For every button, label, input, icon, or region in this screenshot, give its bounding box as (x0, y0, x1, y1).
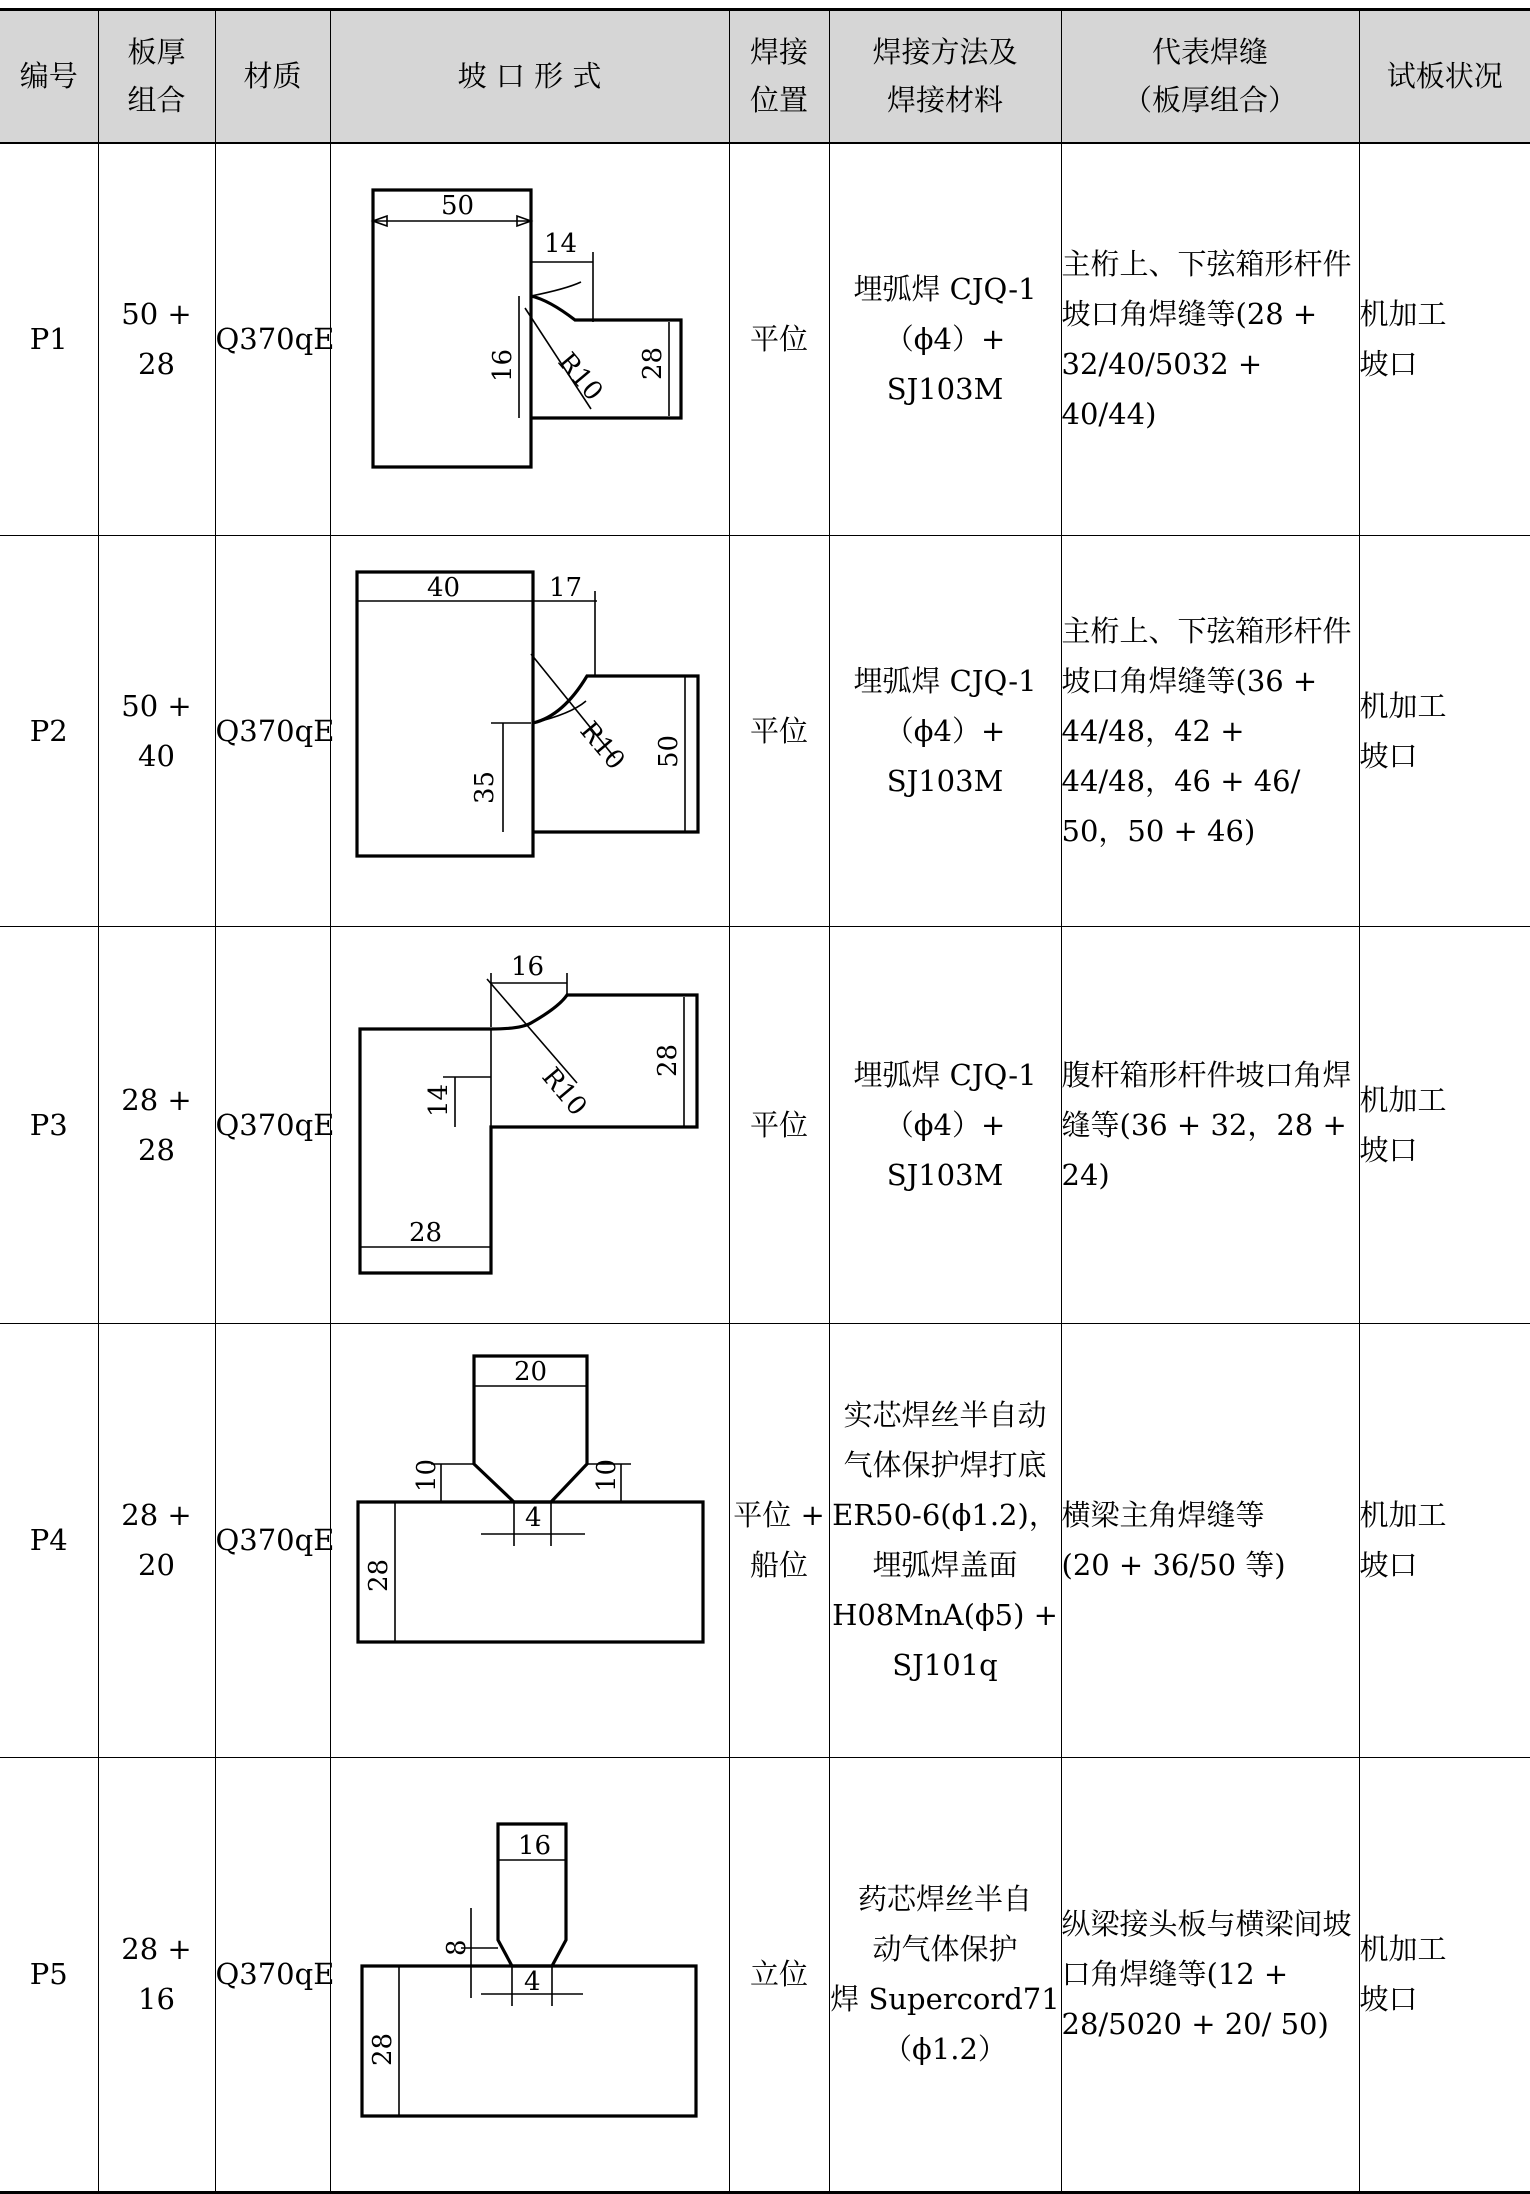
row-status: 机加工 坡口 (1359, 535, 1530, 926)
header-method: 焊接方法及 焊接材料 (829, 10, 1061, 143)
header-typical: 代表焊缝 （板厚组合） (1061, 10, 1359, 143)
groove-drawing-p5 (330, 1757, 729, 2192)
dim-label: 28 (408, 1217, 442, 1248)
row-material: Q370qE (215, 1323, 330, 1757)
table-row (0, 1323, 1530, 1757)
dim-label: 50 (653, 734, 684, 768)
row-position: 平位 (729, 143, 829, 536)
dim-label: 14 (543, 228, 577, 259)
row-thickness: 50 + 40 (98, 535, 215, 926)
table-row (0, 535, 1530, 926)
row-position: 立位 (729, 1757, 829, 2192)
row-status: 机加工 坡口 (1359, 143, 1530, 536)
dim-label: 28 (363, 1558, 394, 1592)
row-typical: 主桁上、下弦箱形杆件坡口角焊缝等(36 + 44/48，42 + 44/48，46 + 46/ 50，50 + 46) (1061, 535, 1359, 926)
row-id: P1 (0, 143, 98, 536)
header-position: 焊接 位置 (729, 10, 829, 143)
row-status: 机加工 坡口 (1359, 1757, 1530, 2192)
row-thickness: 28 + 20 (98, 1323, 215, 1757)
dim-label: 28 (367, 2032, 398, 2066)
dim-label: 35 (469, 770, 500, 804)
row-id: P3 (0, 926, 98, 1323)
dim-label: 28 (637, 346, 668, 380)
header-material: 材质 (215, 10, 330, 143)
row-method: 埋弧焊 CJQ-1 （ϕ4）+ SJ103M (829, 926, 1061, 1323)
table-row (0, 926, 1530, 1323)
row-status: 机加工 坡口 (1359, 926, 1530, 1323)
welding-procedure-table (0, 8, 1530, 2194)
row-method: 实芯焊丝半自动 气体保护焊打底 ER50-6(ϕ1.2)， 埋弧焊盖面 H08MnA(ϕ5) + SJ101q (829, 1323, 1061, 1757)
row-thickness: 28 + 28 (98, 926, 215, 1323)
row-position: 平位 + 船位 (729, 1323, 829, 1757)
row-position: 平位 (729, 926, 829, 1323)
row-id: P5 (0, 1757, 98, 2192)
dim-label: 16 (517, 1830, 551, 1861)
header-row (0, 10, 1530, 143)
radius-label: R10 (573, 715, 630, 776)
header-status: 试板状况 (1359, 10, 1530, 143)
row-typical: 主桁上、下弦箱形杆件坡口角焊缝等(28 + 32/40/5032 + 40/44) (1061, 143, 1359, 536)
dim-label: 17 (548, 572, 582, 603)
row-thickness: 50 + 28 (98, 143, 215, 536)
row-material: Q370qE (215, 1757, 330, 2192)
header-groove: 坡 口 形 式 (330, 10, 729, 143)
dim-label: 14 (423, 1083, 454, 1117)
row-thickness: 28 + 16 (98, 1757, 215, 2192)
row-status: 机加工 坡口 (1359, 1323, 1530, 1757)
table-row (0, 1757, 1530, 2192)
dim-label: 28 (652, 1043, 683, 1077)
dim-label: 16 (487, 348, 518, 382)
dim-label: 8 (441, 1938, 472, 1956)
header-no: 编号 (0, 10, 98, 143)
row-id: P4 (0, 1323, 98, 1757)
dim-label: 50 (440, 190, 474, 221)
row-typical: 横梁主角焊缝等 (20 + 36/50 等) (1061, 1323, 1359, 1757)
row-id: P2 (0, 535, 98, 926)
header-thickness: 板厚 组合 (98, 10, 215, 143)
dim-label: 4 (523, 1966, 541, 1997)
row-material: Q370qE (215, 143, 330, 536)
dim-label: 10 (591, 1458, 622, 1492)
dim-label: 10 (411, 1458, 442, 1492)
dim-label: 40 (426, 572, 460, 603)
row-material: Q370qE (215, 535, 330, 926)
table-row (0, 143, 1530, 536)
radius-label: R10 (551, 346, 608, 407)
row-position: 平位 (729, 535, 829, 926)
dim-label: 20 (513, 1356, 547, 1387)
dim-label: 4 (524, 1502, 542, 1533)
groove-drawing-p4 (330, 1323, 729, 1757)
row-method: 埋弧焊 CJQ-1 （ϕ4）+ SJ103M (829, 143, 1061, 536)
groove-drawing-p2 (330, 535, 729, 926)
row-typical: 腹杆箱形杆件坡口角焊缝等(36 + 32，28 + 24) (1061, 926, 1359, 1323)
radius-label: R10 (535, 1061, 592, 1122)
row-method: 埋弧焊 CJQ-1 （ϕ4）+ SJ103M (829, 535, 1061, 926)
dim-label: 16 (510, 951, 544, 982)
groove-drawing-p1 (330, 143, 729, 536)
row-typical: 纵梁接头板与横梁间坡口角焊缝等(12 + 28/5020 + 20/ 50) (1061, 1757, 1359, 2192)
groove-drawing-p3 (330, 926, 729, 1323)
row-material: Q370qE (215, 926, 330, 1323)
row-method: 药芯焊丝半自 动气体保护 焊 Supercord71 （ϕ1.2） (829, 1757, 1061, 2192)
